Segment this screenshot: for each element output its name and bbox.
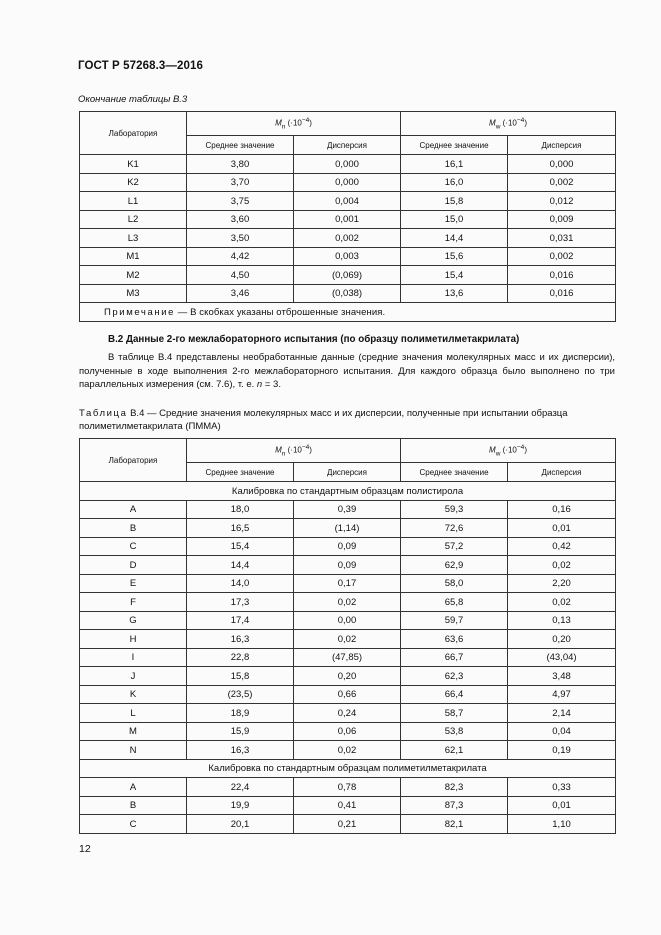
value-cell: 16,3 [187, 741, 294, 760]
subheader-variance: Дисперсия [508, 463, 616, 482]
value-cell: 62,3 [401, 667, 508, 686]
lab-cell: E [80, 574, 187, 593]
table-b3-caption: Окончание таблицы В.3 [78, 94, 188, 105]
table-b3 [79, 111, 616, 322]
lab-cell: K2 [80, 173, 187, 192]
table-row [80, 648, 616, 667]
value-cell: 0,33 [508, 778, 616, 797]
table-b4-body-polystyrene [80, 500, 616, 759]
value-cell: 0,24 [294, 704, 401, 723]
lab-cell: N [80, 741, 187, 760]
value-cell: 22,4 [187, 778, 294, 797]
value-cell: 18,0 [187, 500, 294, 519]
value-cell: 16,3 [187, 630, 294, 649]
value-cell: 17,3 [187, 593, 294, 612]
value-cell: 4,50 [187, 266, 294, 285]
table-b3-note: Примечание — В скобках указаны отброшенные значения. [80, 303, 616, 322]
value-cell: 3,50 [187, 229, 294, 248]
lab-cell: G [80, 611, 187, 630]
value-cell: 15,6 [401, 247, 508, 266]
value-cell: 0,001 [294, 210, 401, 229]
value-cell: 19,9 [187, 796, 294, 815]
value-cell: 66,4 [401, 685, 508, 704]
group-header-pmma: Калибровка по стандартным образцам полиметилметакрилата [80, 759, 616, 778]
lab-cell: J [80, 667, 187, 686]
document-header: ГОСТ Р 57268.3—2016 [78, 60, 203, 72]
value-cell: 0,00 [294, 611, 401, 630]
value-cell: 0,002 [508, 173, 616, 192]
value-cell: 16,0 [401, 173, 508, 192]
value-cell: 0,78 [294, 778, 401, 797]
value-cell: 0,19 [508, 741, 616, 760]
lab-cell: M [80, 722, 187, 741]
value-cell: 3,60 [187, 210, 294, 229]
lab-cell: C [80, 815, 187, 834]
table-row [80, 155, 616, 174]
table-row [80, 192, 616, 211]
table-b4 [79, 438, 616, 834]
value-cell: 58,7 [401, 704, 508, 723]
value-cell: 0,002 [508, 247, 616, 266]
value-cell: 4,97 [508, 685, 616, 704]
value-cell: 0,39 [294, 500, 401, 519]
value-cell: 0,42 [508, 537, 616, 556]
value-cell: 0,16 [508, 500, 616, 519]
value-cell: 0,01 [508, 519, 616, 538]
lab-cell: B [80, 796, 187, 815]
table-b4-body-pmma [80, 778, 616, 834]
value-cell: 18,9 [187, 704, 294, 723]
value-cell: 66,7 [401, 648, 508, 667]
value-cell: 16,1 [401, 155, 508, 174]
subheader-mean: Среднее значение [401, 136, 508, 155]
table-row [80, 519, 616, 538]
value-cell: 0,41 [294, 796, 401, 815]
table-row [80, 284, 616, 303]
value-cell: 82,3 [401, 778, 508, 797]
page-number: 12 [79, 843, 91, 855]
lab-cell: M3 [80, 284, 187, 303]
value-cell: 2,14 [508, 704, 616, 723]
value-cell: 2,20 [508, 574, 616, 593]
subheader-variance: Дисперсия [508, 136, 616, 155]
value-cell: 59,7 [401, 611, 508, 630]
value-cell: 65,8 [401, 593, 508, 612]
lab-cell: M2 [80, 266, 187, 285]
value-cell: 0,13 [508, 611, 616, 630]
table-row [80, 210, 616, 229]
value-cell: 15,8 [401, 192, 508, 211]
table-row [80, 741, 616, 760]
value-cell: 0,21 [294, 815, 401, 834]
lab-cell: L3 [80, 229, 187, 248]
table-row [80, 685, 616, 704]
value-cell: 14,4 [187, 556, 294, 575]
value-cell: 63,6 [401, 630, 508, 649]
table-row [80, 266, 616, 285]
value-cell: 3,46 [187, 284, 294, 303]
value-cell: 0,000 [508, 155, 616, 174]
subheader-mean: Среднее значение [401, 463, 508, 482]
value-cell: 0,02 [508, 556, 616, 575]
subheader-mean: Среднее значение [187, 136, 294, 155]
lab-cell: A [80, 778, 187, 797]
value-cell: 14,4 [401, 229, 508, 248]
value-cell: 0,09 [294, 537, 401, 556]
value-cell: 0,20 [294, 667, 401, 686]
table-row [80, 247, 616, 266]
value-cell: 0,002 [294, 229, 401, 248]
value-cell: 0,04 [508, 722, 616, 741]
lab-cell: C [80, 537, 187, 556]
section-heading: В.2 Данные 2-го межлабораторного испытания (по образцу полиметилметакрилата) [108, 334, 520, 345]
value-cell: 3,70 [187, 173, 294, 192]
table-row [80, 722, 616, 741]
table-row [80, 500, 616, 519]
value-cell: 0,009 [508, 210, 616, 229]
value-cell: 0,01 [508, 796, 616, 815]
table-row [80, 556, 616, 575]
value-cell: 0,004 [294, 192, 401, 211]
value-cell: (47,85) [294, 648, 401, 667]
value-cell: (23,5) [187, 685, 294, 704]
value-cell: 0,012 [508, 192, 616, 211]
table-row [80, 704, 616, 723]
col-header-laboratory: Лаборатория [80, 112, 187, 155]
lab-cell: K1 [80, 155, 187, 174]
table-row [80, 796, 616, 815]
value-cell: (0,069) [294, 266, 401, 285]
value-cell: 0,20 [508, 630, 616, 649]
lab-cell: M1 [80, 247, 187, 266]
value-cell: 59,3 [401, 500, 508, 519]
col-header-mw: $M_w$ $(\cdot 10^{-4})$ [401, 112, 616, 136]
lab-cell: F [80, 593, 187, 612]
table-row [80, 593, 616, 612]
value-cell: 3,75 [187, 192, 294, 211]
value-cell: 3,48 [508, 667, 616, 686]
col-header-mn: $M_n$ $(\cdot 10^{-4})$ [187, 112, 401, 136]
subheader-variance: Дисперсия [294, 136, 401, 155]
value-cell: 0,02 [294, 741, 401, 760]
group-header-polystyrene: Калибровка по стандартным образцам полистирола [80, 482, 616, 501]
lab-cell: K [80, 685, 187, 704]
value-cell: 16,5 [187, 519, 294, 538]
value-cell: 0,016 [508, 266, 616, 285]
table-b3-body [80, 155, 616, 303]
table-row [80, 229, 616, 248]
value-cell: 0,09 [294, 556, 401, 575]
value-cell: 15,9 [187, 722, 294, 741]
value-cell: 0,06 [294, 722, 401, 741]
value-cell: 0,000 [294, 173, 401, 192]
lab-cell: L1 [80, 192, 187, 211]
value-cell: 0,17 [294, 574, 401, 593]
table-row [80, 815, 616, 834]
value-cell: 0,66 [294, 685, 401, 704]
value-cell: 72,6 [401, 519, 508, 538]
value-cell: 4,42 [187, 247, 294, 266]
table-b4-caption: Таблица В.4 — Средние значения молекулярных масс и их дисперсии, полученные при испытании образца полиметилметакрилата (ПММА) [79, 408, 568, 432]
table-row [80, 537, 616, 556]
value-cell: 57,2 [401, 537, 508, 556]
table-row [80, 611, 616, 630]
value-cell: 0,031 [508, 229, 616, 248]
value-cell: 15,4 [187, 537, 294, 556]
value-cell: 1,10 [508, 815, 616, 834]
table-row [80, 173, 616, 192]
value-cell: (0,038) [294, 284, 401, 303]
value-cell: 53,8 [401, 722, 508, 741]
value-cell: 0,02 [294, 593, 401, 612]
lab-cell: D [80, 556, 187, 575]
table-row [80, 778, 616, 797]
value-cell: 0,016 [508, 284, 616, 303]
section-paragraph: В таблице В.4 представлены необработанные данные (средние значения молекулярных масс и их дисперсии), полученные в ходе выполнения 2-го межлабораторного испытания. Для каждого образца было выполнено по три параллельных измерения (см. 7.6), т. е. n = 3. [79, 352, 615, 390]
value-cell: 3,80 [187, 155, 294, 174]
lab-cell: A [80, 500, 187, 519]
value-cell: 58,0 [401, 574, 508, 593]
value-cell: 15,8 [187, 667, 294, 686]
value-cell: 0,003 [294, 247, 401, 266]
lab-cell: L [80, 704, 187, 723]
value-cell: 62,1 [401, 741, 508, 760]
col-header-mw: $M_w$ $(\cdot 10^{-4})$ [401, 439, 616, 463]
value-cell: 0,000 [294, 155, 401, 174]
col-header-mn: $M_n$ $(\cdot 10^{-4})$ [187, 439, 401, 463]
value-cell: (1,14) [294, 519, 401, 538]
lab-cell: L2 [80, 210, 187, 229]
value-cell: 0,02 [294, 630, 401, 649]
table-row [80, 667, 616, 686]
value-cell: 13,6 [401, 284, 508, 303]
value-cell: 15,0 [401, 210, 508, 229]
col-header-laboratory: Лаборатория [80, 439, 187, 482]
subheader-variance: Дисперсия [294, 463, 401, 482]
table-row [80, 574, 616, 593]
value-cell: 20,1 [187, 815, 294, 834]
value-cell: 82,1 [401, 815, 508, 834]
table-row [80, 630, 616, 649]
value-cell: 15,4 [401, 266, 508, 285]
lab-cell: B [80, 519, 187, 538]
value-cell: 62,9 [401, 556, 508, 575]
lab-cell: H [80, 630, 187, 649]
subheader-mean: Среднее значение [187, 463, 294, 482]
value-cell: 14,0 [187, 574, 294, 593]
value-cell: (43,04) [508, 648, 616, 667]
value-cell: 0,02 [508, 593, 616, 612]
value-cell: 22,8 [187, 648, 294, 667]
value-cell: 87,3 [401, 796, 508, 815]
lab-cell: I [80, 648, 187, 667]
value-cell: 17,4 [187, 611, 294, 630]
